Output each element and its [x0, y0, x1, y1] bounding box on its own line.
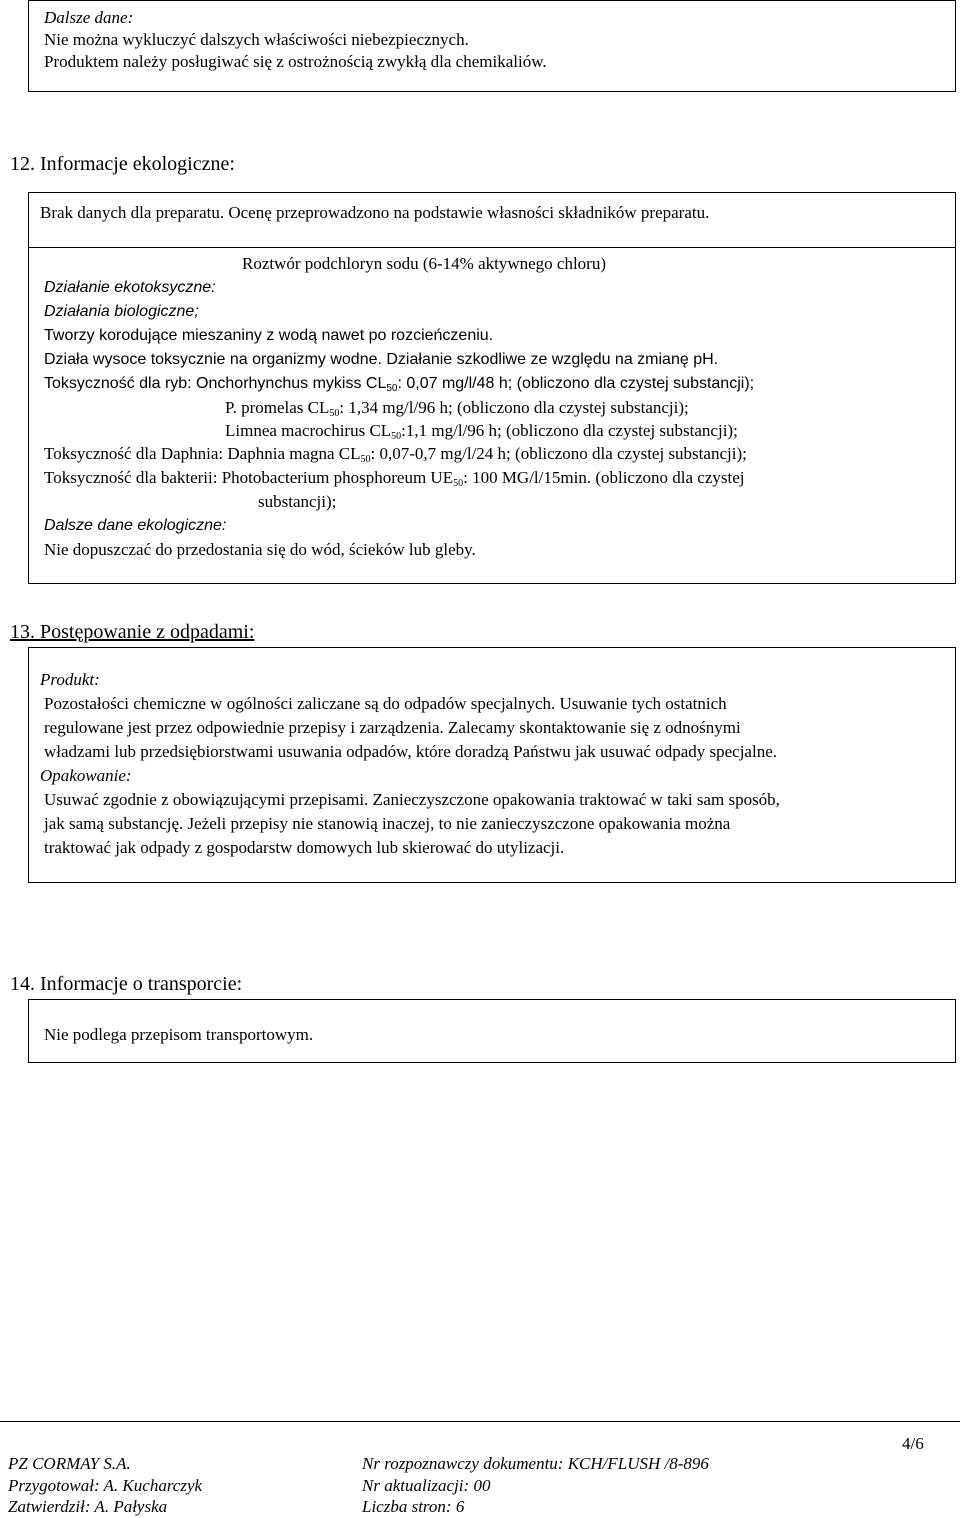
footer-rule [0, 1421, 960, 1422]
ecotox-label: Działanie ekotoksyczne: [44, 279, 216, 296]
promelas-toxicity [225, 398, 689, 418]
packaging-line-3: traktować jak odpady z gospodarstw domowych lub skierować do utylizacji. [44, 838, 565, 857]
daphnia-sub: 50 [360, 454, 371, 465]
product-line-3: władzami lub przedsiębiorstwami usuwania odpadów, które doradzą Państwu jak usuwać odpady specjalne. [44, 742, 777, 761]
fish-toxicity-text: Toksyczność dla ryb: Onchorhynchus mykiss CL [44, 375, 387, 392]
bacteria-text: Toksyczność dla bakterii: Photobacterium phosphoreum UE [44, 468, 454, 487]
bacteria-sub: 50 [453, 478, 464, 489]
product-label: Produkt: [40, 670, 100, 689]
daphnia-toxicity [44, 444, 747, 464]
bacteria-toxicity [44, 468, 745, 488]
page-count: Liczba stron: 6 [362, 1497, 465, 1516]
bio-line-2: Działa wysoce toksycznie na organizmy wodne. Działanie szkodliwe ze względu na zmianę pH. [44, 351, 719, 368]
prepared-by: Przygotował: A. Kucharczyk [8, 1476, 203, 1495]
substance-title: Roztwór podchloryn sodu (6-14% aktywnego chloru) [242, 254, 607, 273]
further-info-line-1: Nie można wykluczyć dalszych właściwości niebezpiecznych. [44, 30, 469, 49]
section-14-heading: 14. Informacje o transporcie: [10, 973, 243, 995]
limnea-value: :1,1 mg/l/96 h; (obliczono dla czystej substancji); [401, 421, 738, 440]
transport-text: Nie podlega przepisom transportowym. [44, 1025, 314, 1044]
fish-sub: 50 [386, 383, 398, 394]
section-12-divider [28, 247, 956, 248]
fish-toxicity-value: : 0,07 mg/l/48 h; (obliczono dla czystej substancji); [397, 375, 755, 392]
packaging-line-2: jak samą substancję. Jeżeli przepisy nie stanowią inaczej, to nie zanieczyszczone opakowania można [44, 814, 731, 833]
approved-by: Zatwierdził: A. Pałyska [8, 1497, 168, 1516]
update-number: Nr aktualizacji: 00 [362, 1476, 491, 1495]
product-line-2: regulowane jest przez odpowiednie przepisy i zarządzenia. Zalecamy skontaktowanie się z odnośnymi [44, 718, 741, 737]
further-eco-label: Dalsze dane ekologiczne: [44, 517, 227, 534]
further-eco-text: Nie dopuszczać do przedostania się do wód, ścieków lub gleby. [44, 540, 476, 559]
product-line-1: Pozostałości chemiczne w ogólności zaliczane są do odpadów specjalnych. Usuwanie tych ostatnich [44, 694, 727, 713]
further-info-heading: Dalsze dane: [44, 8, 134, 27]
bacteria-value: : 100 MG/l/15min. (obliczono dla czystej [463, 468, 745, 487]
daphnia-text: Toksyczność dla Daphnia: Daphnia magna CL [44, 444, 361, 463]
daphnia-value: : 0,07-0,7 mg/l/24 h; (obliczono dla czystej substancji); [370, 444, 747, 463]
packaging-label: Opakowanie: [40, 766, 132, 785]
fish-toxicity [44, 374, 754, 394]
page-number: 4/6 [902, 1434, 924, 1453]
document-number: Nr rozpoznawczy dokumentu: KCH/FLUSH /8-896 [362, 1454, 709, 1473]
limnea-text: Limnea macrochirus CL [225, 421, 392, 440]
further-info-line-2: Produktem należy posługiwać się z ostrożnością zwykłą dla chemikaliów. [44, 52, 547, 71]
promelas-value: : 1,34 mg/l/96 h; (obliczono dla czystej substancji); [339, 398, 689, 417]
packaging-line-1: Usuwać zgodnie z obowiązującymi przepisami. Zanieczyszczone opakowania traktować w taki sam sposób, [44, 790, 780, 809]
section-12-heading: 12. Informacje ekologiczne: [10, 153, 235, 175]
promelas-text: P. promelas CL [225, 398, 330, 417]
bio-label: Działania biologiczne; [44, 303, 199, 320]
bio-line-1: Tworzy korodujące mieszaniny z wodą nawet po rozcieńczeniu. [44, 327, 494, 344]
bacteria-toxicity-cont: substancji); [258, 492, 337, 511]
limnea-sub: 50 [391, 431, 402, 442]
limnea-toxicity [225, 421, 738, 441]
company-name: PZ CORMAY S.A. [8, 1454, 131, 1473]
section-12-intro: Brak danych dla preparatu. Ocenę przeprowadzono na podstawie własności składników preparatu. [40, 203, 710, 222]
promelas-sub: 50 [329, 408, 340, 419]
section-13-heading: 13. Postępowanie z odpadami: [10, 621, 255, 643]
